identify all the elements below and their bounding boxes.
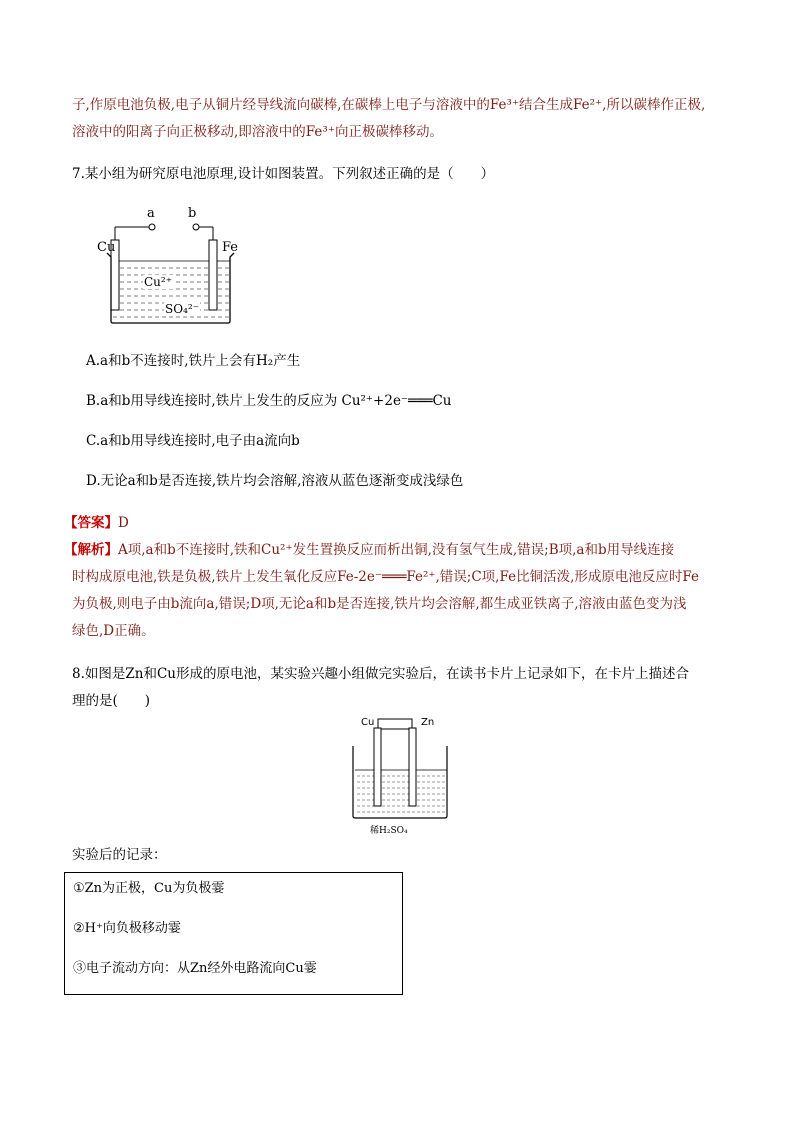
q7-option-d: D.无论a和b是否连接,铁片均会溶解,溶液从蓝色逐渐变成浅绿色 [86,473,464,489]
q7-analysis-line-1 [64,540,674,560]
q7-stem: 7.某小组为研究原电池原理,设计如图装置。下列叙述正确的是（ ） [72,166,495,182]
q7-answer [64,513,129,533]
q8-stem-line-1: 8.如图是Zn和Cu形成的原电池，某实验兴趣小组做完实验后，在读书卡片上记录如下，在卡片上描述合 [72,666,689,682]
q7-label-fe: Fe [222,240,239,255]
q7-option-a: A.a和b不连接时,铁片上会有H₂产生 [86,353,301,369]
analysis-tag: 【解析】 [64,542,118,558]
q7-option-b: B.a和b用导线连接时,铁片上发生的反应为 Cu²⁺+2e⁻═══Cu [86,393,452,409]
record-card [64,872,403,995]
analysis-text-1: A项,a和b不连接时,铁和Cu²⁺发生置换反应而析出铜,没有氢气生成,错误;B项,a和b用导线连接 [118,542,675,558]
prev-explanation-line-1: 子,作原电池负极,电子从铜片经导线流向碳棒,在碳棒上电子与溶液中的Fe³⁺结合生成Fe²⁺,所以碳棒作正极, [72,97,706,113]
q8-cell-figure [345,718,455,830]
q7-label-a: a [147,206,155,221]
record-1: ①Zn为正极，Cu为负极霎 [73,881,225,896]
q8-label-cu: Cu [361,717,375,728]
q8-label-zn: Zn [421,717,435,728]
q7-analysis-line-2: 时构成原电池,铁是负极,铁片上发生氧化反应Fe-2e⁻═══Fe²⁺,错误;C项,Fe比铜活泼,形成原电池反应时Fe [72,569,699,585]
answer-value: D [118,515,129,531]
q7-option-c: C.a和b用导线连接时,电子由a流向b [86,433,300,449]
q7-ion-so4: SO₄²⁻ [165,302,200,316]
prev-explanation-line-2: 溶液中的阳离子向正极移动,即溶液中的Fe³⁺向正极碳棒移动。 [72,124,443,140]
q8-stem-line-2: 理的是( ) [72,693,151,709]
q7-label-cu: Cu [97,240,116,255]
q8-record-title: 实验后的记录： [72,847,167,863]
q7-analysis-line-4: 绿色,D正确。 [72,623,155,639]
q7-ion-cu: Cu²⁺ [144,275,173,289]
answer-tag: 【答案】 [64,515,118,531]
q7-analysis-line-3: 为负极,则电子由b流向a,错误;D项,无论a和b是否连接,铁片均会溶解,都生成亚铁离子,溶液由蓝色变为浅 [72,596,687,612]
record-3: ③电子流动方向：从Zn经外电路流向Cu霎 [73,961,317,976]
record-2: ②H⁺向负极移动霎 [73,921,181,936]
q8-label-solution: 稀H₂SO₄ [370,826,408,836]
q7-label-b: b [188,206,197,221]
